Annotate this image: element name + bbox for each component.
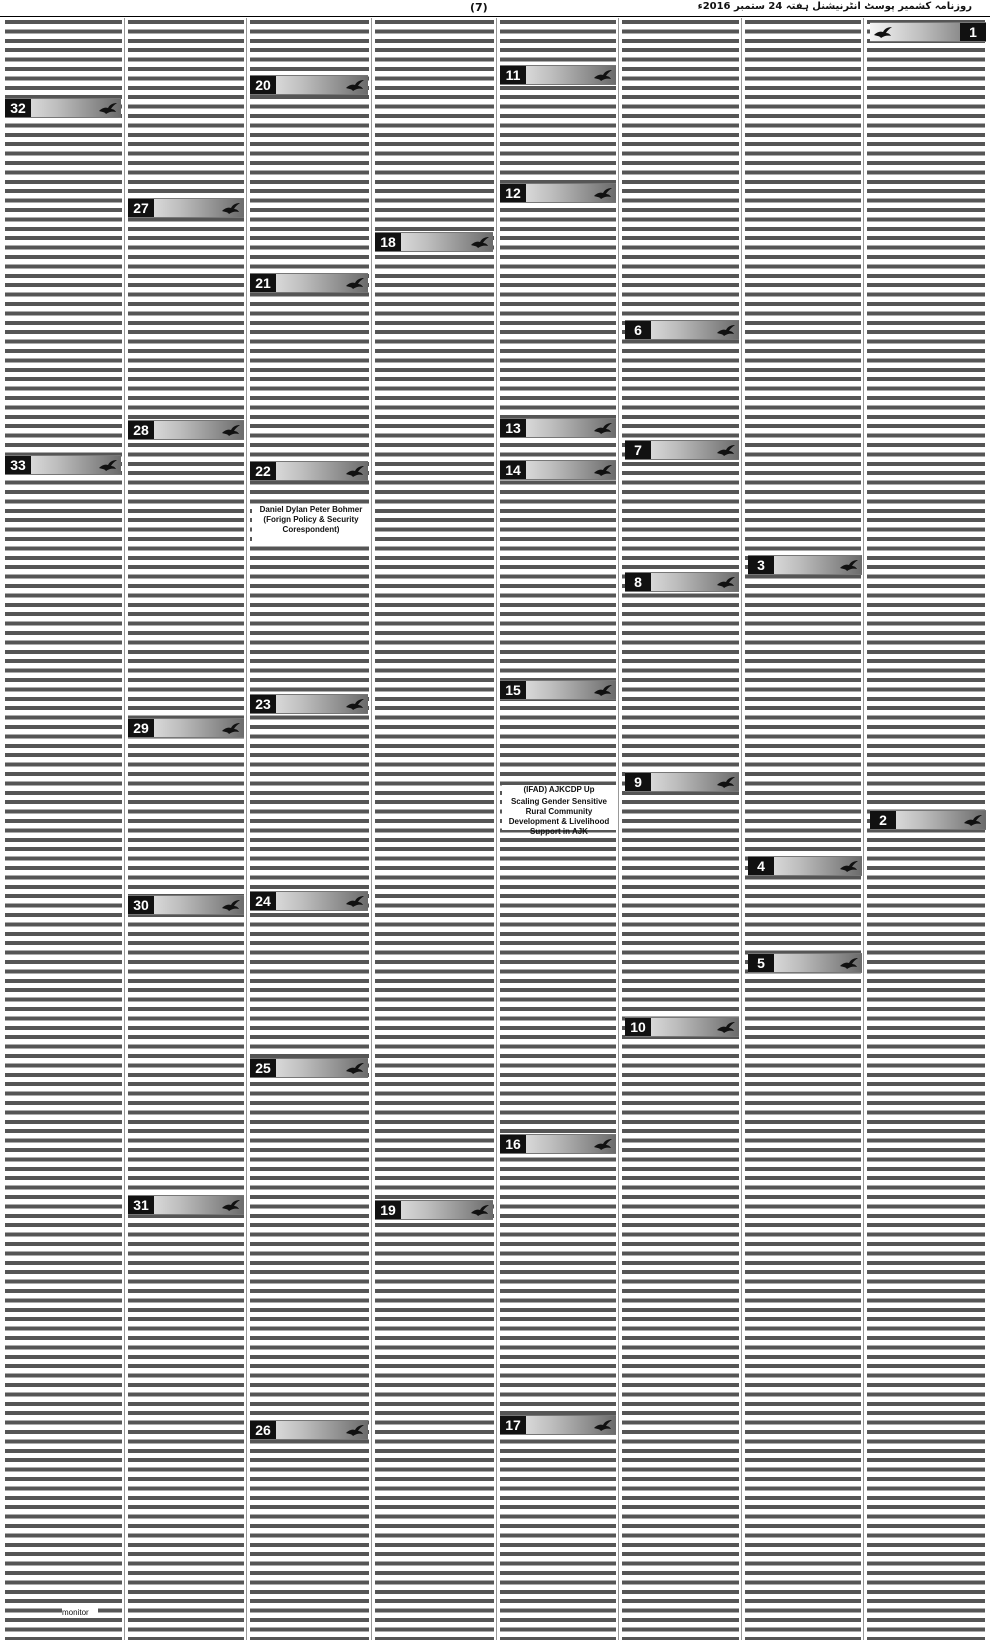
section-band-32 [5,98,121,118]
section-band-3 [748,555,862,575]
section-band-22 [250,461,368,481]
dove-icon [593,1418,613,1432]
section-number: 26 [250,1421,276,1439]
dove-icon [593,186,613,200]
section-band-23 [250,694,368,714]
section-band-7 [625,440,739,460]
section-band-21 [250,273,368,293]
section-number: 23 [250,695,276,713]
section-band-10 [625,1017,739,1037]
column-divider [124,18,125,1640]
section-number: 18 [375,233,401,251]
section-band-6 [625,320,739,340]
section-number: 17 [500,1416,526,1434]
section-band-18 [375,232,493,252]
section-number: 28 [128,421,154,439]
section-number: 31 [128,1196,154,1214]
section-band-25 [250,1058,368,1078]
section-number: 33 [5,456,31,474]
section-number: 7 [625,441,651,459]
dove-icon [98,458,118,472]
dove-icon [593,68,613,82]
ifad-prefix: (IFAD) AJKCDP Up [502,785,616,796]
section-band-31 [128,1195,244,1215]
dove-icon [98,101,118,115]
dove-icon [593,421,613,435]
section-number: 4 [748,857,774,875]
dove-icon [345,276,365,290]
section-number: 29 [128,719,154,737]
section-band-29 [128,718,244,738]
dove-icon [345,697,365,711]
section-band-4 [748,856,862,876]
dove-icon [345,78,365,92]
section-number: 6 [625,321,651,339]
section-band-30 [128,895,244,915]
monitor-text: monitor [62,1608,98,1618]
dove-icon [963,813,983,827]
section-band-14 [500,460,616,480]
dove-icon [839,558,859,572]
section-number: 25 [250,1059,276,1077]
page-number: (7) [470,1,488,14]
dove-icon [221,423,241,437]
column-7 [128,18,244,1640]
section-number: 2 [870,811,896,829]
column-3 [622,18,739,1640]
section-number: 15 [500,681,526,699]
section-number: 14 [500,461,526,479]
dove-icon [716,443,736,457]
section-number: 11 [500,66,526,84]
section-band-8 [625,572,739,592]
dove-icon [716,775,736,789]
column-6 [250,18,369,1640]
section-band-28 [128,420,244,440]
section-number: 1 [960,23,986,41]
column-5 [375,18,494,1640]
section-number: 30 [128,896,154,914]
section-number: 21 [250,274,276,292]
column-divider [863,18,864,1640]
section-band-11 [500,65,616,85]
column-8 [5,18,122,1640]
section-number: 8 [625,573,651,591]
section-number: 24 [250,892,276,910]
dove-icon [221,201,241,215]
dove-icon [593,1137,613,1151]
column-divider [618,18,619,1640]
dove-icon [716,575,736,589]
section-number: 27 [128,199,154,217]
section-band-12 [500,183,616,203]
dove-icon [221,898,241,912]
section-number: 10 [625,1018,651,1036]
section-band-19 [375,1200,493,1220]
column-divider [496,18,497,1640]
dove-icon [345,1061,365,1075]
section-number: 9 [625,773,651,791]
section-band-2 [870,810,986,830]
dove-icon [873,25,893,39]
section-band-27 [128,198,244,218]
dove-icon [470,235,490,249]
dove-icon [593,683,613,697]
dove-icon [839,956,859,970]
bohmer-byline: Daniel Dylan Peter Bohmer (Forign Policy & Security Corespondent) [252,505,370,541]
section-band-16 [500,1134,616,1154]
section-band-17 [500,1415,616,1435]
section-number: 16 [500,1135,526,1153]
section-number: 13 [500,419,526,437]
dove-icon [716,1020,736,1034]
section-number: 32 [5,99,31,117]
section-number: 22 [250,462,276,480]
page-header [0,0,990,17]
dove-icon [221,721,241,735]
section-band-26 [250,1420,368,1440]
section-number: 12 [500,184,526,202]
section-number: 5 [748,954,774,972]
dove-icon [839,859,859,873]
dove-icon [593,463,613,477]
dove-icon [345,464,365,478]
column-divider [371,18,372,1640]
dove-icon [345,1423,365,1437]
section-band-1 [870,22,986,42]
section-number: 19 [375,1201,401,1219]
section-band-24 [250,891,368,911]
column-2 [745,18,861,1640]
section-band-13 [500,418,616,438]
section-number: 20 [250,76,276,94]
dove-icon [716,323,736,337]
section-number: 3 [748,556,774,574]
section-band-33 [5,455,121,475]
column-divider [246,18,247,1640]
dove-icon [470,1203,490,1217]
dove-icon [221,1198,241,1212]
section-band-9 [625,772,739,792]
ifad-project-title: Scaling Gender Sensitive Rural Community Development & Livelihood Support in AJK [502,797,616,830]
column-divider [741,18,742,1640]
masthead: روزنامہ کشمیر پوسٹ انٹرنیشنل ہفتہ 24 ستمبر 2016ء [697,1,972,12]
section-band-20 [250,75,368,95]
dove-icon [345,894,365,908]
section-band-15 [500,680,616,700]
section-band-5 [748,953,862,973]
